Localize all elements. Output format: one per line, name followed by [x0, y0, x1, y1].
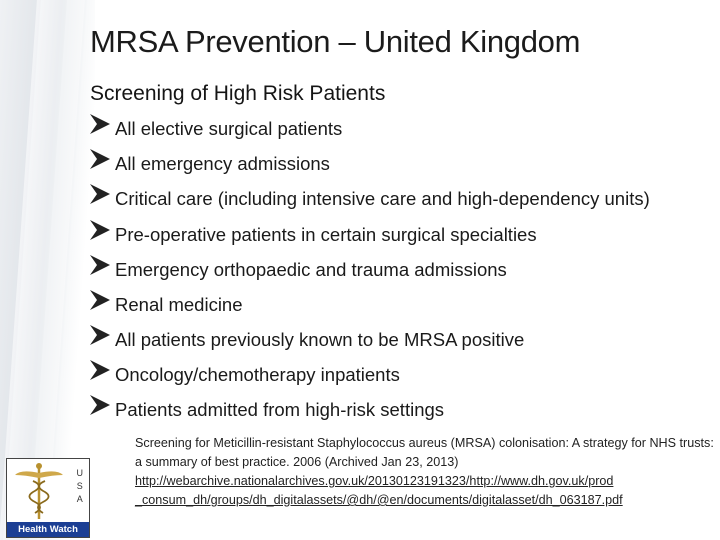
- arrow-bullet-icon: [88, 288, 112, 312]
- bullet-text: All elective surgical patients: [115, 118, 343, 139]
- bullet-text: Oncology/chemotherapy inpatients: [115, 364, 400, 385]
- caduceus-icon: [11, 461, 67, 521]
- list-item: [88, 186, 708, 210]
- bullet-text: Critical care (including intensive care and high-dependency units): [115, 188, 650, 209]
- arrow-bullet-icon: [88, 393, 112, 417]
- bullet-text: Emergency orthopaedic and trauma admissions: [115, 259, 507, 280]
- logo-footer-text: Health Watch: [7, 522, 89, 537]
- arrow-bullet-icon: [88, 147, 112, 171]
- reference-link-continued[interactable]: _consum_dh/groups/dh_digitalassets/@dh/@en/documents/digitalasset/dh_063187.pdf: [135, 493, 623, 507]
- usa-health-watch-logo: [6, 458, 90, 538]
- list-item: [88, 327, 708, 350]
- slide-subtitle: Screening of High Risk Patients: [90, 82, 386, 105]
- slide-title: MRSA Prevention – United Kingdom: [90, 24, 581, 59]
- list-item: [88, 257, 708, 280]
- list-item: [88, 151, 708, 174]
- bullet-text: Pre-operative patients in certain surgical specialties: [115, 224, 537, 245]
- arrow-bullet-icon: [88, 253, 112, 277]
- bullet-text: All emergency admissions: [115, 153, 330, 174]
- logo-letters: U S A: [76, 468, 83, 504]
- reference-link[interactable]: http://webarchive.nationalarchives.gov.uk/20130123191323/http://www.dh.gov.uk/prod: [135, 474, 614, 488]
- bullet-text: All patients previously known to be MRSA positive: [115, 329, 525, 350]
- arrow-bullet-icon: [88, 182, 112, 206]
- arrow-bullet-icon: [88, 358, 112, 382]
- list-item: [88, 397, 708, 420]
- bullet-text: Patients admitted from high-risk settings: [115, 399, 445, 420]
- list-item: [88, 222, 708, 245]
- list-item: [88, 292, 708, 315]
- reference-text: Screening for Meticillin-resistant Staphylococcus aureus (MRSA) colonisation: A strategy for NHS trusts: a summary of best practice. 2006 (Archived Jan 23, 2013): [135, 436, 714, 469]
- arrow-bullet-icon: [88, 112, 112, 136]
- arrow-bullet-icon: [88, 323, 112, 347]
- list-item: [88, 362, 708, 385]
- bullet-text: Renal medicine: [115, 294, 243, 315]
- bullet-list: [88, 116, 708, 432]
- reference-citation: [135, 434, 720, 510]
- list-item: [88, 116, 708, 139]
- arrow-bullet-icon: [88, 218, 112, 242]
